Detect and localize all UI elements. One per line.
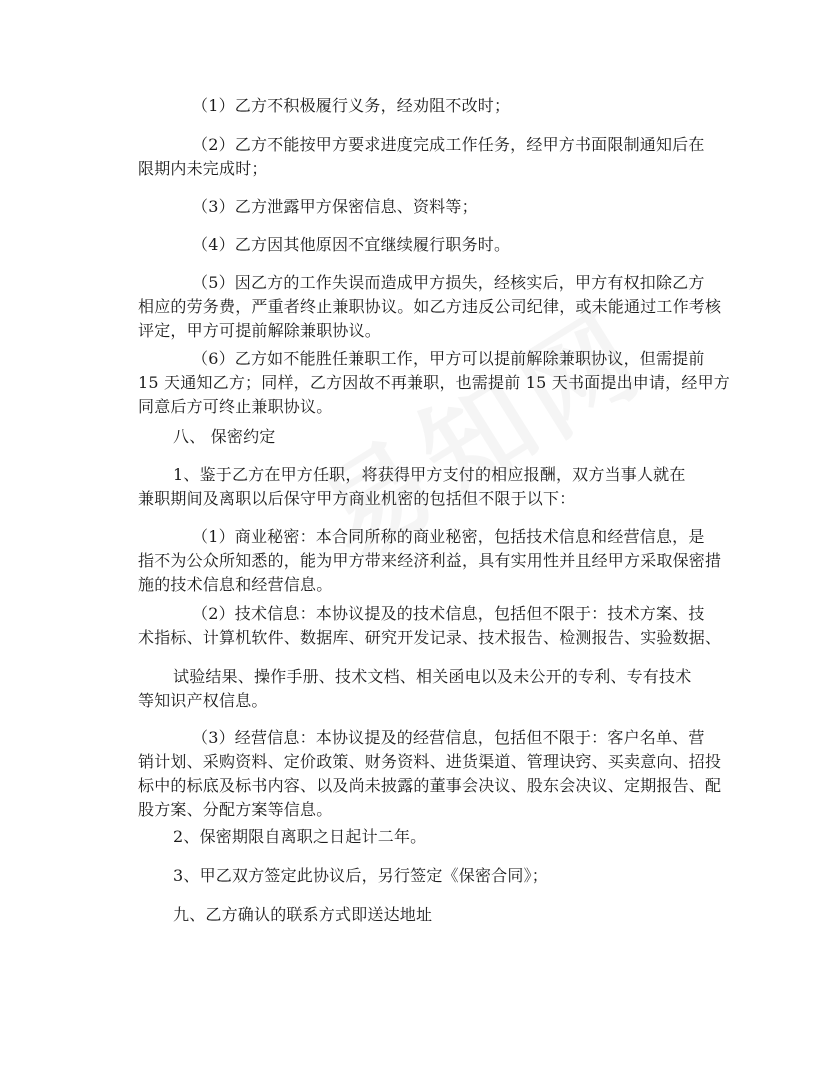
text-line: 3、甲乙双方签定此协议后，另行签定《保密合同》； (173, 866, 548, 885)
text-line: 兼职期间及离职以后保守甲方商业机密的包括但不限于以下： (138, 489, 576, 508)
text-line: 限期内未完成时； (138, 159, 268, 178)
text-line: （2）技术信息：本协议提及的技术信息，包括但不限于：技术方案、技 (192, 604, 705, 623)
text-line: 试验结果、操作手册、技术文档、相关函电以及未公开的专利、专有技术 (173, 667, 692, 686)
clause-7-item-5 (138, 271, 722, 343)
text-line: 标中的标底及标书内容、以及尚未披露的董事会决议、股东会决议、定期报告、配 (138, 776, 722, 795)
text-line: 同意后方可终止兼职协议。 (138, 397, 333, 416)
text-line: 相应的劳务费，严重者终止兼职协议。如乙方违反公司纪律，或未能通过工作考核 (138, 297, 722, 316)
text-line: 2、保密期限自离职之日起计二年。 (173, 827, 427, 846)
text-line: 1、鉴于乙方在甲方任职，将获得甲方支付的相应报酬，双方当事人就在 (173, 465, 686, 484)
clause-7-item-6 (138, 347, 730, 419)
text-line: （1）乙方不积极履行义务，经劝阻不改时； (192, 96, 511, 115)
clause-8-1-item-1 (138, 525, 722, 597)
text-line: 等知识产权信息。 (138, 691, 268, 710)
text-line: （6）乙方如不能胜任兼职工作，甲方可以提前解除兼职协议，但需提前 (192, 349, 705, 368)
text-line: （4）乙方因其他原因不宜继续履行职务时。 (192, 235, 511, 254)
clause-8-1-item-2-cont (138, 665, 712, 713)
text-line: （3）经营信息：本协议提及的经营信息，包括但不限于：客户名单、营 (192, 728, 705, 747)
section-8-heading (138, 425, 712, 449)
clause-8-1-item-2 (138, 602, 722, 650)
text-line: 术指标、计算机软件、数据库、研究开发记录、技术报告、检测报告、实验数据、 (138, 628, 722, 647)
text-line: （3）乙方泄露甲方保密信息、资料等； (192, 197, 478, 216)
text-line: 股方案、分配方案等信息。 (138, 800, 333, 819)
clause-7-item-1 (138, 94, 712, 118)
section-9-heading (138, 903, 712, 927)
text-line: 销计划、采购资料、定价政策、财务资料、进货渠道、管理诀窍、买卖意向、招投 (138, 752, 722, 771)
text-line: 九、乙方确认的联系方式即送达地址 (173, 905, 433, 924)
text-line: （2）乙方不能按甲方要求进度完成工作任务，经甲方书面限制通知后在 (192, 135, 705, 154)
clause-8-2 (138, 825, 712, 849)
text-line: 八、 保密约定 (173, 427, 276, 446)
text-line: 15 天通知乙方；同样，乙方因故不再兼职，也需提前 15 天书面提出申请，经甲方 (138, 373, 730, 392)
text-line: 施的技术信息和经营信息。 (138, 575, 333, 594)
clause-7-item-2 (138, 133, 712, 181)
text-line: 评定，甲方可提前解除兼职协议。 (138, 321, 382, 340)
text-line: （5）因乙方的工作失误而造成甲方损失，经核实后，甲方有权扣除乙方 (192, 273, 705, 292)
clause-8-3 (138, 864, 712, 888)
text-line: 指不为公众所知悉的，能为甲方带来经济利益，具有实用性并且经甲方采取保密措 (138, 551, 722, 570)
text-line: （1）商业秘密：本合同所称的商业秘密，包括技术信息和经营信息，是 (192, 527, 705, 546)
clause-7-item-3 (138, 195, 712, 219)
clause-7-item-4 (138, 233, 712, 257)
clause-8-1 (138, 463, 712, 511)
clause-8-1-item-3 (138, 726, 722, 822)
